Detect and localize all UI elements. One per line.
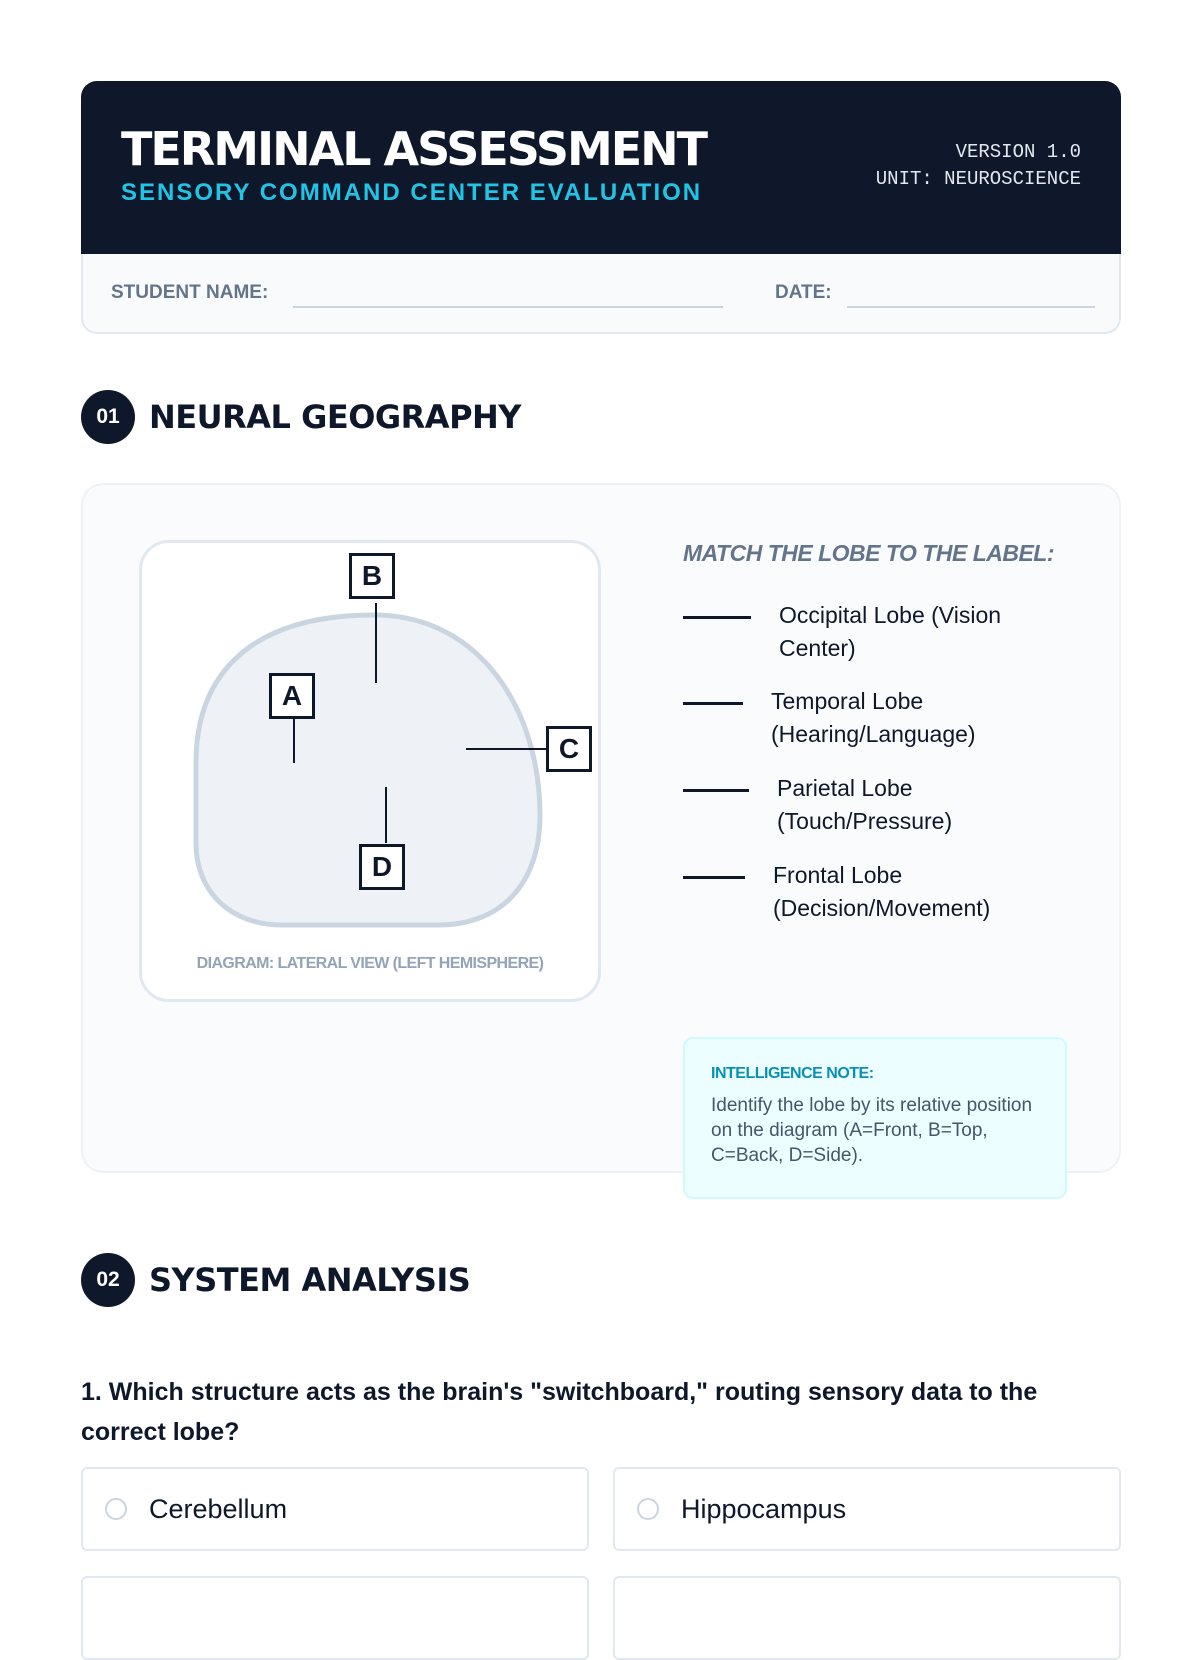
section-number-badge: 01 xyxy=(81,390,135,444)
student-name-field[interactable] xyxy=(293,306,723,308)
page-title: TERMINAL ASSESSMENT xyxy=(121,122,707,176)
section-number-badge: 02 xyxy=(81,1253,135,1307)
radio-circle-icon[interactable] xyxy=(637,1498,659,1520)
version-text: VERSION 1.0 xyxy=(955,141,1081,163)
diagram-label-a: A xyxy=(269,673,315,719)
section-title: SYSTEM ANALYSIS xyxy=(149,1261,471,1299)
answer-option[interactable] xyxy=(613,1467,1121,1551)
option-label: Cerebellum xyxy=(149,1493,288,1524)
answer-blank[interactable] xyxy=(683,789,749,792)
answer-option[interactable] xyxy=(81,1467,589,1551)
match-item xyxy=(683,772,1047,838)
note-title: INTELLIGENCE NOTE: xyxy=(711,1065,874,1082)
match-item-text: Occipital Lobe (Vision Center) xyxy=(779,602,1002,661)
section-header-system-analysis xyxy=(81,1253,470,1307)
assessment-header xyxy=(81,81,1121,254)
match-item xyxy=(683,859,1043,925)
radio-circle-icon[interactable] xyxy=(105,1498,127,1520)
match-instructions: MATCH THE LOBE TO THE LABEL: xyxy=(683,540,1055,566)
diagram-label-b: B xyxy=(349,553,395,599)
answer-option[interactable] xyxy=(81,1576,589,1660)
answer-blank[interactable] xyxy=(683,876,745,879)
section-header-neural-geography xyxy=(81,390,521,444)
diagram-caption: DIAGRAM: LATERAL VIEW (LEFT HEMISPHERE) xyxy=(196,955,544,972)
answer-blank[interactable] xyxy=(683,616,751,619)
page-subtitle: SENSORY COMMAND CENTER EVALUATION xyxy=(121,179,703,206)
answer-blank[interactable] xyxy=(683,702,743,705)
diagram-label-c: C xyxy=(546,726,592,772)
header-meta xyxy=(876,139,1081,193)
brain-diagram-card xyxy=(139,540,601,1002)
intelligence-note xyxy=(683,1037,1067,1199)
question-text: 1. Which structure acts as the brain's "switchboard," routing sensory data to the correct lobe? xyxy=(81,1378,1038,1446)
answer-option[interactable] xyxy=(613,1576,1121,1660)
date-field[interactable] xyxy=(847,306,1095,308)
worksheet xyxy=(81,81,1121,1524)
match-item-text: Temporal Lobe (Hearing/Language) xyxy=(771,688,976,747)
match-item xyxy=(683,599,1049,665)
student-info-bar xyxy=(81,254,1121,334)
neural-geography-panel xyxy=(81,483,1121,1173)
option-label: Hippocampus xyxy=(681,1493,847,1524)
date-label: DATE: xyxy=(775,282,832,303)
section-title: NEURAL GEOGRAPHY xyxy=(149,398,521,436)
diagram-label-d: D xyxy=(359,844,405,890)
match-item-text: Parietal Lobe (Touch/Pressure) xyxy=(777,775,953,834)
match-item-text: Frontal Lobe (Decision/Movement) xyxy=(773,862,991,921)
note-body: Identify the lobe by its relative position on the diagram (A=Front, B=Top, C=Back, D=Side). xyxy=(711,1095,1033,1166)
brain-diagram xyxy=(142,543,604,1005)
unit-text: UNIT: NEUROSCIENCE xyxy=(875,168,1081,190)
student-name-label: STUDENT NAME: xyxy=(111,282,269,303)
match-item xyxy=(683,685,1041,751)
